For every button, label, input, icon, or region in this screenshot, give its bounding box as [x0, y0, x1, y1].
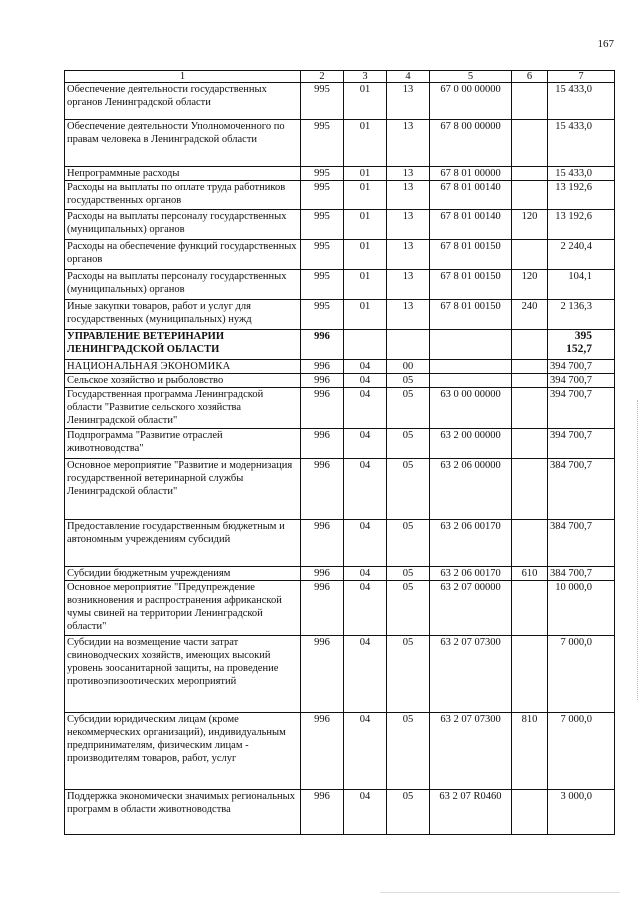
cell-code-target: 67 8 01 00000	[430, 167, 512, 181]
cell-amount: 394 700,7	[548, 360, 615, 374]
cell-code-expense	[512, 636, 548, 713]
cell-code-subsection: 05	[387, 459, 430, 520]
cell-code-section: 01	[344, 240, 387, 270]
cell-amount: 15 433,0	[548, 83, 615, 120]
cell-code-subsection: 05	[387, 374, 430, 388]
cell-code-section: 01	[344, 167, 387, 181]
cell-code-admin: 995	[301, 83, 344, 120]
cell-name: Основное мероприятие "Развитие и модернизация государственной ветеринарной службы Ленинградской области"	[65, 459, 301, 520]
cell-code-section: 01	[344, 120, 387, 167]
cell-code-target: 63 2 06 00000	[430, 459, 512, 520]
table-row	[65, 83, 615, 120]
cell-code-section: 04	[344, 429, 387, 459]
column-header: 1	[65, 71, 301, 83]
cell-code-expense: 610	[512, 567, 548, 581]
cell-amount: 384 700,7	[548, 520, 615, 567]
cell-code-target: 67 8 01 00150	[430, 240, 512, 270]
budget-table-body	[65, 71, 615, 835]
cell-code-expense: 810	[512, 713, 548, 790]
table-row	[65, 181, 615, 210]
cell-code-admin: 995	[301, 167, 344, 181]
cell-code-admin: 996	[301, 636, 344, 713]
cell-code-target: 63 2 07 00000	[430, 581, 512, 636]
cell-amount: 2 240,4	[548, 240, 615, 270]
cell-code-expense	[512, 83, 548, 120]
cell-code-admin: 996	[301, 520, 344, 567]
cell-code-expense	[512, 120, 548, 167]
table-row	[65, 167, 615, 181]
cell-code-expense: 120	[512, 210, 548, 240]
cell-code-expense	[512, 167, 548, 181]
cell-amount: 384 700,7	[548, 459, 615, 520]
cell-code-admin: 996	[301, 581, 344, 636]
table-row	[65, 210, 615, 240]
cell-code-section: 04	[344, 713, 387, 790]
cell-amount: 2 136,3	[548, 300, 615, 330]
table-row	[65, 120, 615, 167]
cell-code-section: 04	[344, 520, 387, 567]
cell-code-expense	[512, 240, 548, 270]
cell-code-subsection: 05	[387, 520, 430, 567]
cell-name: Государственная программа Ленинградской области "Развитие сельского хозяйства Ленинградской области"	[65, 388, 301, 429]
cell-code-subsection: 05	[387, 713, 430, 790]
cell-amount: 395 152,7	[548, 330, 615, 360]
cell-code-admin: 996	[301, 459, 344, 520]
cell-code-subsection: 05	[387, 790, 430, 835]
cell-code-section: 04	[344, 374, 387, 388]
cell-amount: 3 000,0	[548, 790, 615, 835]
cell-code-expense	[512, 374, 548, 388]
cell-code-section: 04	[344, 636, 387, 713]
table-row	[65, 581, 615, 636]
cell-code-subsection: 13	[387, 181, 430, 210]
cell-code-target: 63 0 00 00000	[430, 388, 512, 429]
cell-code-subsection: 13	[387, 210, 430, 240]
cell-name: Подпрограмма "Развитие отраслей животноводства"	[65, 429, 301, 459]
cell-code-expense	[512, 360, 548, 374]
cell-name: Обеспечение деятельности Уполномоченного по правам человека в Ленинградской области	[65, 120, 301, 167]
cell-name: Расходы на выплаты по оплате труда работников государственных органов	[65, 181, 301, 210]
cell-code-section: 04	[344, 360, 387, 374]
cell-code-admin: 995	[301, 120, 344, 167]
cell-code-target	[430, 360, 512, 374]
cell-code-expense: 120	[512, 270, 548, 300]
cell-code-target: 67 8 01 00140	[430, 181, 512, 210]
cell-name: Расходы на обеспечение функций государственных органов	[65, 240, 301, 270]
table-row	[65, 713, 615, 790]
table-row	[65, 790, 615, 835]
cell-code-subsection: 13	[387, 300, 430, 330]
column-header: 4	[387, 71, 430, 83]
cell-code-subsection: 13	[387, 240, 430, 270]
table-row	[65, 270, 615, 300]
column-header: 2	[301, 71, 344, 83]
cell-name: Сельское хозяйство и рыболовство	[65, 374, 301, 388]
cell-code-section: 04	[344, 790, 387, 835]
cell-code-expense	[512, 790, 548, 835]
cell-name: Основное мероприятие "Предупреждение возникновения и распространения африканской чумы свиней на территории Ленинградской области"	[65, 581, 301, 636]
cell-code-target: 63 2 06 00170	[430, 567, 512, 581]
cell-code-target: 63 2 07 R0460	[430, 790, 512, 835]
table-row	[65, 636, 615, 713]
cell-code-subsection: 00	[387, 360, 430, 374]
column-number-row	[65, 71, 615, 83]
cell-amount: 7 000,0	[548, 636, 615, 713]
cell-amount: 394 700,7	[548, 374, 615, 388]
cell-code-target	[430, 330, 512, 360]
cell-amount: 15 433,0	[548, 120, 615, 167]
cell-code-target: 67 8 01 00150	[430, 270, 512, 300]
cell-amount: 7 000,0	[548, 713, 615, 790]
cell-code-subsection: 13	[387, 83, 430, 120]
cell-name: Поддержка экономически значимых региональных программ в области животноводства	[65, 790, 301, 835]
cell-code-admin: 995	[301, 240, 344, 270]
cell-code-admin: 995	[301, 181, 344, 210]
cell-code-section: 01	[344, 181, 387, 210]
cell-amount: 13 192,6	[548, 181, 615, 210]
cell-code-expense	[512, 181, 548, 210]
table-row	[65, 459, 615, 520]
cell-name: Обеспечение деятельности государственных органов Ленинградской области	[65, 83, 301, 120]
cell-code-section: 04	[344, 581, 387, 636]
cell-amount: 394 700,7	[548, 388, 615, 429]
cell-name: Иные закупки товаров, работ и услуг для государственных (муниципальных) нужд	[65, 300, 301, 330]
cell-code-subsection: 05	[387, 429, 430, 459]
table-row	[65, 360, 615, 374]
table-row	[65, 374, 615, 388]
cell-amount: 394 700,7	[548, 429, 615, 459]
column-header: 3	[344, 71, 387, 83]
cell-name: Расходы на выплаты персоналу государственных (муниципальных) органов	[65, 270, 301, 300]
cell-code-target: 63 2 07 07300	[430, 713, 512, 790]
cell-code-admin: 995	[301, 270, 344, 300]
cell-code-subsection: 05	[387, 636, 430, 713]
column-header: 5	[430, 71, 512, 83]
cell-code-target	[430, 374, 512, 388]
cell-code-section: 01	[344, 270, 387, 300]
cell-code-admin: 996	[301, 388, 344, 429]
cell-amount: 104,1	[548, 270, 615, 300]
cell-code-expense	[512, 429, 548, 459]
cell-code-subsection: 05	[387, 581, 430, 636]
table-row	[65, 429, 615, 459]
cell-code-target: 63 2 06 00170	[430, 520, 512, 567]
cell-code-section: 01	[344, 210, 387, 240]
cell-name: УПРАВЛЕНИЕ ВЕТЕРИНАРИИ ЛЕНИНГРАДСКОЙ ОБЛАСТИ	[65, 330, 301, 360]
page-number: 167	[597, 38, 614, 50]
cell-code-expense	[512, 459, 548, 520]
cell-code-section: 01	[344, 300, 387, 330]
cell-code-subsection: 13	[387, 167, 430, 181]
cell-code-target: 67 8 01 00150	[430, 300, 512, 330]
cell-name: Субсидии бюджетным учреждениям	[65, 567, 301, 581]
cell-amount: 384 700,7	[548, 567, 615, 581]
cell-amount: 10 000,0	[548, 581, 615, 636]
table-row	[65, 300, 615, 330]
cell-code-admin: 995	[301, 300, 344, 330]
cell-code-admin: 995	[301, 210, 344, 240]
table-row	[65, 388, 615, 429]
column-header: 6	[512, 71, 548, 83]
cell-code-target: 67 0 00 00000	[430, 83, 512, 120]
table-row	[65, 567, 615, 581]
cell-amount: 15 433,0	[548, 167, 615, 181]
cell-code-expense	[512, 520, 548, 567]
cell-name: Субсидии на возмещение части затрат свиноводческих хозяйств, имеющих высокий уровень зоосанитарной защиты, на проведение противоэпизоотических мероприятий	[65, 636, 301, 713]
table-row	[65, 520, 615, 567]
cell-code-admin: 996	[301, 790, 344, 835]
cell-code-subsection: 05	[387, 388, 430, 429]
cell-code-expense: 240	[512, 300, 548, 330]
cell-code-admin: 996	[301, 374, 344, 388]
cell-code-admin: 996	[301, 330, 344, 360]
cell-code-admin: 996	[301, 360, 344, 374]
cell-code-section: 01	[344, 83, 387, 120]
table-row	[65, 240, 615, 270]
cell-code-target: 63 2 07 07300	[430, 636, 512, 713]
scan-margin-mark	[636, 400, 638, 700]
table-row	[65, 330, 615, 360]
cell-code-section: 04	[344, 388, 387, 429]
cell-code-subsection: 05	[387, 567, 430, 581]
budget-table	[64, 70, 615, 835]
cell-code-admin: 996	[301, 429, 344, 459]
cell-name: НАЦИОНАЛЬНАЯ ЭКОНОМИКА	[65, 360, 301, 374]
column-header: 7	[548, 71, 615, 83]
cell-code-expense	[512, 388, 548, 429]
cell-code-admin: 996	[301, 567, 344, 581]
cell-code-target: 63 2 00 00000	[430, 429, 512, 459]
scan-footer-line	[380, 892, 620, 893]
cell-code-subsection: 13	[387, 120, 430, 167]
cell-code-target: 67 8 00 00000	[430, 120, 512, 167]
cell-name: Предоставление государственным бюджетным и автономным учреждениям субсидий	[65, 520, 301, 567]
cell-code-section: 04	[344, 459, 387, 520]
cell-name: Расходы на выплаты персоналу государственных (муниципальных) органов	[65, 210, 301, 240]
cell-code-admin: 996	[301, 713, 344, 790]
cell-name: Субсидии юридическим лицам (кроме некоммерческих организаций), индивидуальным предпринимателям, физическим лицам - производителям товаров, работ, услуг	[65, 713, 301, 790]
cell-code-subsection	[387, 330, 430, 360]
cell-name: Непрограммные расходы	[65, 167, 301, 181]
cell-code-section: 04	[344, 567, 387, 581]
cell-code-section	[344, 330, 387, 360]
cell-code-target: 67 8 01 00140	[430, 210, 512, 240]
cell-code-expense	[512, 330, 548, 360]
cell-code-expense	[512, 581, 548, 636]
cell-amount: 13 192,6	[548, 210, 615, 240]
cell-code-subsection: 13	[387, 270, 430, 300]
